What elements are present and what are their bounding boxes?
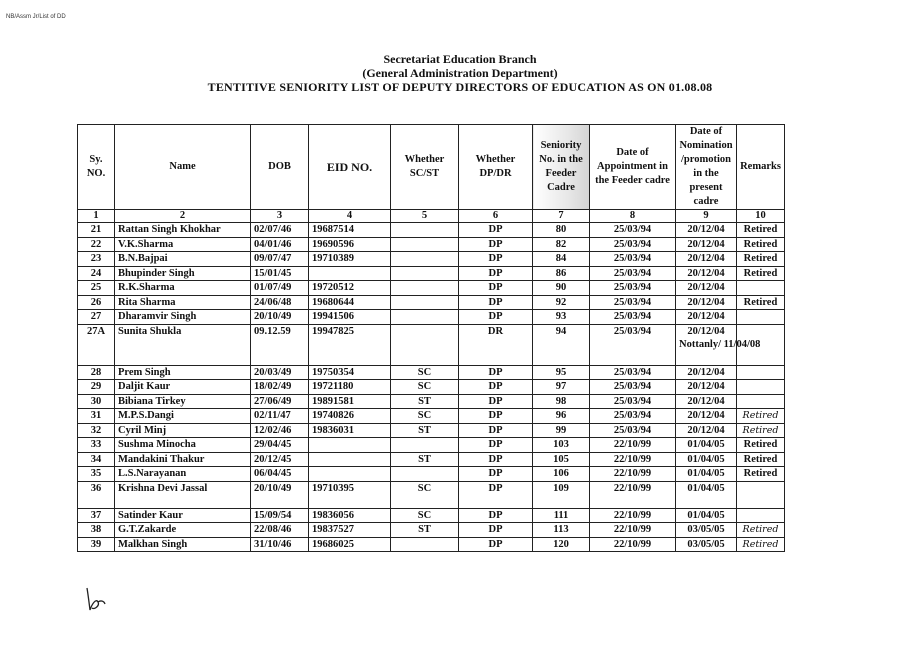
eid-cell: 19710389 (309, 252, 391, 267)
remarks-cell: Retired (737, 537, 785, 552)
sc-st-cell: SC (391, 481, 459, 508)
sc-st-cell: SC (391, 380, 459, 395)
col-number: 8 (590, 210, 676, 223)
table-row (78, 409, 785, 424)
remarks-cell (737, 508, 785, 523)
remarks-cell (737, 281, 785, 296)
col-header-name: Name (115, 125, 251, 210)
seniority-cell: 93 (533, 310, 590, 325)
name-cell: V.K.Sharma (115, 237, 251, 252)
appointment-date-cell: 25/03/94 (590, 380, 676, 395)
remarks-cell: Retired (737, 223, 785, 238)
sc-st-cell: SC (391, 365, 459, 380)
dp-dr-cell: DR (459, 324, 533, 365)
table-row (78, 237, 785, 252)
appointment-date-cell: 25/03/94 (590, 310, 676, 325)
sc-st-cell (391, 281, 459, 296)
sy-no-cell: 31 (78, 409, 115, 424)
seniority-cell: 113 (533, 523, 590, 538)
name-cell: Bhupinder Singh (115, 266, 251, 281)
appointment-date-cell: 22/10/99 (590, 537, 676, 552)
dob-cell: 09/07/47 (251, 252, 309, 267)
name-cell: Dharamvir Singh (115, 310, 251, 325)
table-row (78, 481, 785, 508)
eid-cell (309, 266, 391, 281)
col-header-dob: DOB (251, 125, 309, 210)
table-row (78, 508, 785, 523)
sy-no-cell: 34 (78, 452, 115, 467)
nomination-date-cell: 20/12/04 (676, 252, 737, 267)
remarks-cell: Retired (737, 467, 785, 482)
eid-cell: 19836031 (309, 423, 391, 438)
sc-st-cell (391, 295, 459, 310)
dp-dr-cell: DP (459, 223, 533, 238)
seniority-cell: 86 (533, 266, 590, 281)
name-cell: M.P.S.Dangi (115, 409, 251, 424)
column-number-row (78, 210, 785, 223)
sc-st-cell: ST (391, 452, 459, 467)
col-number: 10 (737, 210, 785, 223)
sy-no-cell: 26 (78, 295, 115, 310)
appointment-date-cell: 22/10/99 (590, 508, 676, 523)
table-row (78, 394, 785, 409)
name-cell: Rita Sharma (115, 295, 251, 310)
nomination-date-cell: 01/04/05 (676, 452, 737, 467)
name-cell: Cyril Minj (115, 423, 251, 438)
dob-cell: 15/01/45 (251, 266, 309, 281)
sy-no-cell: 22 (78, 237, 115, 252)
eid-cell: 19680644 (309, 295, 391, 310)
col-header-eid: EID NO. (309, 125, 391, 210)
dp-dr-cell: DP (459, 523, 533, 538)
seniority-cell: 120 (533, 537, 590, 552)
sy-no-cell: 38 (78, 523, 115, 538)
name-cell: L.S.Narayanan (115, 467, 251, 482)
name-cell: Bibiana Tirkey (115, 394, 251, 409)
remarks-cell: Retired (737, 452, 785, 467)
sc-st-cell: SC (391, 508, 459, 523)
sc-st-cell: ST (391, 394, 459, 409)
nomination-date-cell: 20/12/04 (676, 295, 737, 310)
appointment-date-cell: 25/03/94 (590, 324, 676, 365)
eid-cell: 19740826 (309, 409, 391, 424)
nomination-date-cell: 01/04/05 (676, 467, 737, 482)
dp-dr-cell: DP (459, 310, 533, 325)
signature-mark (84, 584, 108, 614)
table-row (78, 537, 785, 552)
table-row (78, 467, 785, 482)
seniority-cell: 90 (533, 281, 590, 296)
dob-cell: 27/06/49 (251, 394, 309, 409)
nomination-date-cell: 03/05/05 (676, 523, 737, 538)
dob-cell: 09.12.59 (251, 324, 309, 365)
eid-cell: 19947825 (309, 324, 391, 365)
remarks-cell (737, 394, 785, 409)
eid-cell: 19686025 (309, 537, 391, 552)
sc-st-cell (391, 223, 459, 238)
seniority-cell: 103 (533, 438, 590, 453)
name-cell: Malkhan Singh (115, 537, 251, 552)
eid-cell: 19710395 (309, 481, 391, 508)
col-number: 2 (115, 210, 251, 223)
col-header-nomination: Date of Nomination /promotion in the present cadre (676, 125, 737, 210)
seniority-cell: 105 (533, 452, 590, 467)
dob-cell: 20/10/49 (251, 310, 309, 325)
sy-no-cell: 36 (78, 481, 115, 508)
nomination-date-cell: 20/12/04 (676, 223, 737, 238)
appointment-date-cell: 25/03/94 (590, 281, 676, 296)
appointment-date-cell: 22/10/99 (590, 452, 676, 467)
remarks-cell: Retired (737, 295, 785, 310)
remarks-cell (737, 365, 785, 380)
sy-no-cell: 39 (78, 537, 115, 552)
dob-cell: 31/10/46 (251, 537, 309, 552)
seniority-cell: 80 (533, 223, 590, 238)
dp-dr-cell: DP (459, 394, 533, 409)
appointment-date-cell: 25/03/94 (590, 266, 676, 281)
table-row (78, 380, 785, 395)
sc-st-cell (391, 324, 459, 365)
dp-dr-cell: DP (459, 409, 533, 424)
dp-dr-cell: DP (459, 281, 533, 296)
eid-cell: 19837527 (309, 523, 391, 538)
name-cell: Krishna Devi Jassal (115, 481, 251, 508)
col-number: 6 (459, 210, 533, 223)
dp-dr-cell: DP (459, 365, 533, 380)
seniority-cell: 111 (533, 508, 590, 523)
sy-no-cell: 21 (78, 223, 115, 238)
remarks-cell (737, 481, 785, 508)
dob-cell: 01/07/49 (251, 281, 309, 296)
sc-st-cell: ST (391, 423, 459, 438)
list-title: TENTITIVE SENIORITY LIST OF DEPUTY DIRECTORS OF EDUCATION AS ON 01.08.08 (207, 80, 713, 94)
remarks-cell: Retired (737, 252, 785, 267)
remarks-cell: Retired (737, 438, 785, 453)
sc-st-cell (391, 467, 459, 482)
name-cell: Sushma Minocha (115, 438, 251, 453)
dp-dr-cell: DP (459, 380, 533, 395)
sy-no-cell: 37 (78, 508, 115, 523)
appointment-date-cell: 25/03/94 (590, 365, 676, 380)
col-number: 5 (391, 210, 459, 223)
table-row (78, 523, 785, 538)
nomination-date-cell: 20/12/04 (676, 310, 737, 325)
appointment-date-cell: 25/03/94 (590, 237, 676, 252)
eid-cell (309, 467, 391, 482)
col-number: 1 (78, 210, 115, 223)
sy-no-cell: 27 (78, 310, 115, 325)
branch-title: Secretariat Education Branch (383, 52, 537, 66)
eid-cell: 19721180 (309, 380, 391, 395)
dob-cell: 12/02/46 (251, 423, 309, 438)
sy-no-cell: 24 (78, 266, 115, 281)
seniority-cell: 94 (533, 324, 590, 365)
eid-cell (309, 452, 391, 467)
sc-st-cell (391, 310, 459, 325)
appointment-date-cell: 22/10/99 (590, 523, 676, 538)
col-number: 3 (251, 210, 309, 223)
sc-st-cell: ST (391, 523, 459, 538)
remarks-cell (737, 310, 785, 325)
appointment-date-cell: 25/03/94 (590, 409, 676, 424)
dp-dr-cell: DP (459, 237, 533, 252)
nomination-date-cell: 20/12/04 (676, 409, 737, 424)
dob-cell: 02/07/46 (251, 223, 309, 238)
sy-no-cell: 35 (78, 467, 115, 482)
table-row (78, 438, 785, 453)
col-number: 9 (676, 210, 737, 223)
eid-cell (309, 438, 391, 453)
sy-no-cell: 23 (78, 252, 115, 267)
dp-dr-cell: DP (459, 467, 533, 482)
seniority-cell: 82 (533, 237, 590, 252)
dob-cell: 29/04/45 (251, 438, 309, 453)
name-cell: Mandakini Thakur (115, 452, 251, 467)
dp-dr-cell: DP (459, 481, 533, 508)
sy-no-cell: 30 (78, 394, 115, 409)
table-row (78, 310, 785, 325)
dob-cell: 18/02/49 (251, 380, 309, 395)
nomination-date-cell: 20/12/04 (676, 423, 737, 438)
col-number: 4 (309, 210, 391, 223)
seniority-cell: 99 (533, 423, 590, 438)
table-row (78, 223, 785, 238)
dob-cell: 20/12/45 (251, 452, 309, 467)
dp-dr-cell: DP (459, 452, 533, 467)
dp-dr-cell: DP (459, 423, 533, 438)
nomination-date-cell: 20/12/04 (676, 237, 737, 252)
dp-dr-cell: DP (459, 438, 533, 453)
appointment-date-cell: 22/10/99 (590, 467, 676, 482)
sy-no-cell: 25 (78, 281, 115, 296)
table-row (78, 252, 785, 267)
dob-cell: 04/01/46 (251, 237, 309, 252)
nomination-date-cell: 03/05/05 (676, 537, 737, 552)
remarks-cell: Retired (737, 237, 785, 252)
appointment-date-cell: 25/03/94 (590, 394, 676, 409)
remarks-cell: Retired (737, 409, 785, 424)
dob-cell: 20/10/49 (251, 481, 309, 508)
table-row (78, 324, 785, 365)
seniority-cell: 96 (533, 409, 590, 424)
col-header-dp-dr: Whether DP/DR (459, 125, 533, 210)
sy-no-cell: 27A (78, 324, 115, 365)
sc-st-cell: SC (391, 409, 459, 424)
dp-dr-cell: DP (459, 537, 533, 552)
seniority-table (77, 124, 785, 552)
sy-no-cell: 32 (78, 423, 115, 438)
appointment-date-cell: 22/10/99 (590, 481, 676, 508)
table-row (78, 452, 785, 467)
dp-dr-cell: DP (459, 508, 533, 523)
eid-cell: 19836056 (309, 508, 391, 523)
department-title: (General Administration Department) (362, 66, 558, 80)
dp-dr-cell: DP (459, 266, 533, 281)
nomination-note: Nottanly/ 11/04/08 (679, 339, 761, 350)
dob-cell: 22/08/46 (251, 523, 309, 538)
dp-dr-cell: DP (459, 252, 533, 267)
nomination-date-cell: 01/04/05 (676, 481, 737, 508)
remarks-cell: Retired (737, 266, 785, 281)
name-cell: Prem Singh (115, 365, 251, 380)
col-header-remarks: Remarks (737, 125, 785, 210)
eid-cell: 19941506 (309, 310, 391, 325)
name-cell: B.N.Bajpai (115, 252, 251, 267)
name-cell: Satinder Kaur (115, 508, 251, 523)
remarks-cell: Retired (737, 523, 785, 538)
nomination-date-cell: 20/12/04 (676, 281, 737, 296)
col-number: 7 (533, 210, 590, 223)
appointment-date-cell: 22/10/99 (590, 438, 676, 453)
name-cell: Rattan Singh Khokhar (115, 223, 251, 238)
nomination-date-cell: 20/12/04 (676, 380, 737, 395)
appointment-date-cell: 25/03/94 (590, 423, 676, 438)
appointment-date-cell: 25/03/94 (590, 223, 676, 238)
col-header-sy-no: Sy. NO. (78, 125, 115, 210)
file-reference: NB/Assm Jr/List of DD (6, 14, 66, 20)
remarks-cell (737, 380, 785, 395)
name-cell: Sunita Shukla (115, 324, 251, 365)
appointment-date-cell: 25/03/94 (590, 295, 676, 310)
seniority-cell: 84 (533, 252, 590, 267)
dob-cell: 06/04/45 (251, 467, 309, 482)
header-row (78, 125, 785, 210)
name-cell: Daljit Kaur (115, 380, 251, 395)
dob-cell: 20/03/49 (251, 365, 309, 380)
table-row (78, 365, 785, 380)
col-header-seniority: Seniority No. in the Feeder Cadre (533, 125, 590, 210)
seniority-cell: 92 (533, 295, 590, 310)
seniority-cell: 98 (533, 394, 590, 409)
dob-cell: 24/06/48 (251, 295, 309, 310)
dob-cell: 02/11/47 (251, 409, 309, 424)
col-header-sc-st: Whether SC/ST (391, 125, 459, 210)
dp-dr-cell: DP (459, 295, 533, 310)
eid-cell: 19690596 (309, 237, 391, 252)
table-row (78, 281, 785, 296)
nomination-date-cell: 20/12/04 (676, 266, 737, 281)
nomination-date-cell: 20/12/04 (676, 394, 737, 409)
eid-cell: 19720512 (309, 281, 391, 296)
nomination-date-cell: 01/04/05 (676, 438, 737, 453)
eid-cell: 19891581 (309, 394, 391, 409)
eid-cell: 19687514 (309, 223, 391, 238)
table-row (78, 266, 785, 281)
nomination-date-cell: 01/04/05 (676, 508, 737, 523)
sc-st-cell (391, 537, 459, 552)
sy-no-cell: 28 (78, 365, 115, 380)
sy-no-cell: 33 (78, 438, 115, 453)
sc-st-cell (391, 266, 459, 281)
nomination-date-cell: 20/12/04 (676, 365, 737, 380)
seniority-cell: 106 (533, 467, 590, 482)
sc-st-cell (391, 252, 459, 267)
name-cell: G.T.Zakarde (115, 523, 251, 538)
sy-no-cell: 29 (78, 380, 115, 395)
table-row (78, 295, 785, 310)
seniority-cell: 95 (533, 365, 590, 380)
remarks-cell: Retired (737, 423, 785, 438)
sc-st-cell (391, 237, 459, 252)
seniority-cell: 109 (533, 481, 590, 508)
name-cell: R.K.Sharma (115, 281, 251, 296)
seniority-cell: 97 (533, 380, 590, 395)
sc-st-cell (391, 438, 459, 453)
appointment-date-cell: 25/03/94 (590, 252, 676, 267)
nomination-date: 20/12/04 (687, 325, 725, 337)
eid-cell: 19750354 (309, 365, 391, 380)
nomination-date-cell (676, 324, 761, 365)
dob-cell: 15/09/54 (251, 508, 309, 523)
table-row (78, 423, 785, 438)
col-header-appointment: Date of Appointment in the Feeder cadre (590, 125, 676, 210)
